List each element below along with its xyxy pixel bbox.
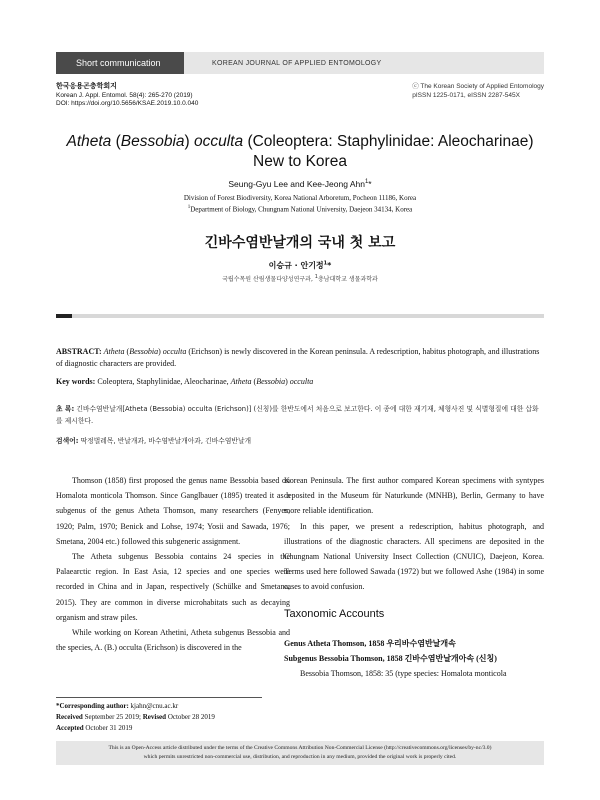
paragraph: Korean Peninsula. The first author compared Korean specimens with syntypes deposited in the Museum für Naturkunde (MNHB), Berlin, Germany to have more reliable identification. xyxy=(284,476,544,516)
abstract-text-2: ) xyxy=(158,347,163,356)
keywords-label: Key words: xyxy=(56,377,96,386)
korean-abstract-text: 긴바수염반날개[Atheta (Bessobia) occulta (Erichson)] (신칭)를 한반도에서 처음으로 보고한다. 이 종에 대한 재기재, 체형사진 및 식별형질에 대한 삽화를 제시한다. xyxy=(56,405,539,425)
abstract-species: occulta xyxy=(162,347,187,356)
journal-header-bar xyxy=(56,52,544,74)
korean-affiliation-1: 국립수목원 산림생물다양성연구과, xyxy=(222,276,315,283)
abstract-text-1: ( xyxy=(124,347,130,356)
keywords-subgenus: Bessobia xyxy=(256,377,286,386)
keywords-text: Coleoptera, Staphylinidae, Aleocharinae, xyxy=(95,377,231,386)
korean-title: 긴바수염반날개의 국내 첫 보고 xyxy=(204,235,396,251)
korean-keywords-label: 검색어: xyxy=(56,437,79,445)
korean-author-names: 이승규 · 안기정 xyxy=(268,261,324,270)
paragraph: While working on Korean Athetini, Atheta subgenus Bessobia and the species, A. (B.) occulta (Erichson) is discovered in the xyxy=(56,628,290,653)
authors: Seung-Gyu Lee and Kee-Jeong Ahn$^1$* xyxy=(228,179,372,189)
abstract-text-3: (Erichson) is newly discovered in the Korean peninsula. A redescription, habitus photograph, and illustrations of diagnostic characters are provided. xyxy=(56,347,540,368)
abstract-subgenus: Bessobia xyxy=(129,347,159,356)
accepted-date: October 31 2019 xyxy=(83,724,133,732)
korean-authors: 이승규 · 안기정$^1$* xyxy=(268,260,332,270)
abstract-genus: Atheta xyxy=(103,347,125,356)
affiliation-1: Division of Forest Biodiversity, Korea National Arboretum, Pocheon 11186, Korea xyxy=(183,194,417,202)
body-column-right xyxy=(284,473,544,681)
genus-heading: Genus Atheta Thomson, 1858 우리바수염반날개속 xyxy=(284,638,456,648)
title-species: occulta xyxy=(194,133,244,150)
corresponding-label: *Corresponding author: xyxy=(56,702,129,710)
copyright-block xyxy=(412,83,544,100)
article-title: Atheta (Bessobia) occulta (Coleoptera: Staphylinidae: Aleocharinae) New to Korea xyxy=(56,132,544,172)
korean-keywords xyxy=(56,435,544,445)
section-divider xyxy=(56,314,544,318)
korean-affiliation-2: 충남대학교 생물과학과 xyxy=(317,276,378,283)
issn: pISSN 1225-0171, eISSN 2287-545X xyxy=(412,91,520,99)
korean-abstract-label: 초 록: xyxy=(56,405,75,413)
divider-marker xyxy=(56,314,72,318)
revised-date: October 28 2019 xyxy=(166,713,215,721)
citation: Korean J. Appl. Entomol. 58(4): 265-270 (2019) xyxy=(56,91,193,99)
affiliation-2: Department of Biology, Chungnam National University, Daejeon 34134, Korea xyxy=(190,205,413,214)
section-heading: Taxonomic Accounts xyxy=(284,607,385,620)
title-subgenus: Bessobia xyxy=(120,133,185,150)
copyright: ⓒ The Korean Society of Applied Entomology xyxy=(412,83,544,90)
license-line-2: which permits unrestricted non-commercial use, distribution, and reproduction in any medium, provided the original work is properly cited. xyxy=(143,754,457,760)
title-classification: (Coleoptera: Staphylinidae: Aleocharinae) xyxy=(247,133,534,150)
paragraph: Thomson (1858) first proposed the genus name Bessobia based on Homalota monticola Thomson. Since Ganglbauer (1895) treated it as a subgenus of the genus Atheta Thomson, many researchers (Fenyes, 1920; Palm, 1970; Benick and Lohse, 1974; Yosii and Sawada, 1976; Smetana, 2004 etc.) followed this subgeneric assignment. xyxy=(56,476,290,546)
journal-korean-name: 한국응용곤충학회지 xyxy=(56,83,117,90)
revised-label: Revised xyxy=(142,713,167,721)
abstract-label: ABSTRACT: xyxy=(56,347,102,356)
title-line2: New to Korea xyxy=(253,153,347,170)
doi-link[interactable]: DOI: https://doi.org/10.5656/KSAE.2019.10.0.040 xyxy=(56,100,199,108)
journal-name: KOREAN JOURNAL OF APPLIED ENTOMOLOGY xyxy=(212,59,382,67)
keywords-genus: Atheta xyxy=(230,377,252,386)
author-names: Seung-Gyu Lee and Kee-Jeong Ahn xyxy=(228,179,365,189)
korean-keywords-text: 딱정벌레목, 반날개과, 바수염반날개아과, 긴바수염반날개 xyxy=(78,437,252,445)
title-genus: Atheta xyxy=(66,133,112,150)
received-label: Received xyxy=(56,713,83,721)
license-footer xyxy=(56,741,544,765)
keywords-species: occulta xyxy=(289,377,314,386)
received-date: September 25 2019; xyxy=(82,713,143,721)
correspondence-block xyxy=(56,697,262,734)
synonymy-line: Bessobia Thomson, 1858: 35 (type species: Homalota monticola xyxy=(300,669,507,679)
section-label: Short communication xyxy=(56,52,184,74)
korean-affiliations: 국립수목원 산림생물다양성연구과, $^1$충남대학교 생물과학과 xyxy=(222,274,378,283)
keywords: Key words: Coleoptera, Staphylinidae, Aleocharinae, Atheta (Bessobia) occulta xyxy=(56,377,314,386)
korean-abstract xyxy=(56,404,544,427)
license-line-1: This is an Open-Access article distributed under the terms of the Creative Commons Attribution Non-Commercial License (http://creativecommons.org/licenses/by-nc/3.0) xyxy=(108,745,492,751)
body-column-left xyxy=(56,473,290,655)
accepted-label: Accepted xyxy=(56,724,84,732)
paragraph: In this paper, we present a redescription, habitus photograph, and illustrations of the diagnostic characters. All specimens are deposited in the Chungnam National University Insect Collection (CNUIC), Daejeon, Korea. Terms used here followed Sawada (1972) but we followed Ashe (1984) in some cases to avoid confusion. xyxy=(284,521,544,592)
abstract xyxy=(56,346,544,369)
paragraph: The Atheta subgenus Bessobia contains 24 species in the Palaearctic region. In East Asia, 12 species and one species were recorded in China and in Japan, respectively (Schülke and Smetana, 2015). They are common in diverse microhabitats such as decaying organism and straw piles. xyxy=(56,552,290,622)
citation-block xyxy=(56,83,198,109)
subgenus-heading: Subgenus Bessobia Thomson, 1858 긴바수염반날개아속 (신칭) xyxy=(284,654,497,664)
affiliations: Division of Forest Biodiversity, Korea National Arboretum, Pocheon 11186, Korea $^1$Department of Biology, Chungnam National University, Daejeon 34134, Korea xyxy=(56,193,544,214)
corresponding-email[interactable]: kjahn@cnu.ac.kr xyxy=(128,702,179,710)
